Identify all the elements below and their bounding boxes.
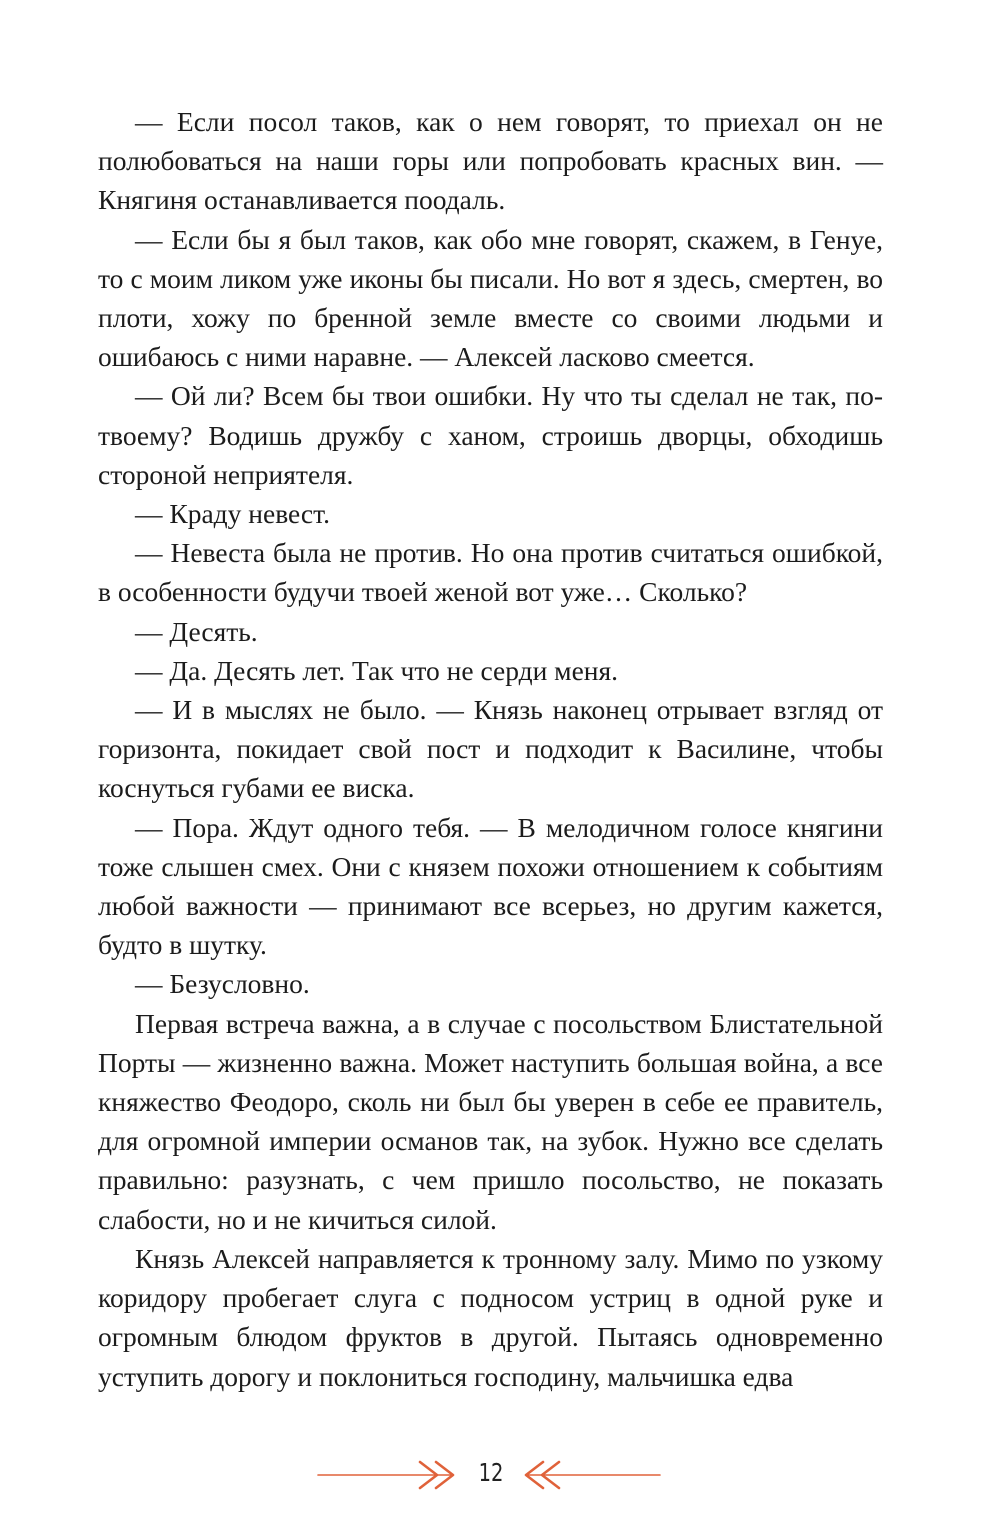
left-arrow-ornament bbox=[318, 1462, 453, 1488]
page-number: 12 bbox=[478, 1458, 504, 1487]
paragraph: — Пора. Ждут одного тебя. — В мелодичном голосе княгини тоже слышен смех. Они с князем похожи отношением к событиям любой важности — принимают все всерьез, но другим кажется, будто в шутку. bbox=[98, 811, 883, 961]
right-arrow-ornament bbox=[526, 1462, 660, 1488]
paragraph: — Краду невест. bbox=[135, 498, 330, 530]
paragraph: — Десять. bbox=[135, 615, 258, 647]
paragraph: — Безусловно. bbox=[135, 968, 310, 1000]
paragraph: Князь Алексей направляется к тронному залу. Мимо по узкому коридору пробегает слуга с подносом устриц в одной руке и огромным блюдом фруктов в другой. Пытаясь одновременно уступить дорогу и поклониться господину, мальчишка едва bbox=[98, 1242, 883, 1392]
body-text bbox=[98, 102, 883, 1396]
paragraph: — Невеста была не против. Но она против считаться ошибкой, в особенности будучи твоей женой вот уже… Сколько? bbox=[98, 537, 883, 608]
paragraph: — Если бы я был таков, как обо мне говорят, скажем, в Генуе, то с моим ликом уже иконы бы писали. Но вот я здесь, смертен, во плоти, хожу по бренной земле вместе со своими людьми и ошибаюсь с ними наравне. — Алексей ласково смеется. bbox=[98, 223, 883, 373]
paragraph: Первая встреча важна, а в случае с посольством Блистательной Порты — жизненно важна. Может наступить большая война, а все княжество Феодоро, сколь ни был бы уверен в себе ее правитель, для огромной империи османов так, на зубок. Нужно все сделать правильно: разузнать, с чем пришло посольство, не показать слабости, но и не кичиться силой. bbox=[98, 1007, 883, 1235]
page-footer bbox=[0, 1440, 1000, 1510]
paragraph: — Ой ли? Всем бы твои ошибки. Ну что ты сделал не так, по-твоему? Водишь дружбу с ханом, строишь дворцы, обходишь стороной неприятеля. bbox=[98, 380, 883, 490]
paragraph: — И в мыслях не было. — Князь наконец отрывает взгляд от горизонта, покидает свой пост и подходит к Василине, чтобы коснуться губами ее виска. bbox=[98, 694, 883, 804]
paragraph: — Если посол таков, как о нем говорят, то приехал он не полюбоваться на наши горы или попробовать красных вин. — Княгиня останавливается поодаль. bbox=[98, 106, 883, 216]
paragraph: — Да. Десять лет. Так что не серди меня. bbox=[135, 654, 619, 686]
